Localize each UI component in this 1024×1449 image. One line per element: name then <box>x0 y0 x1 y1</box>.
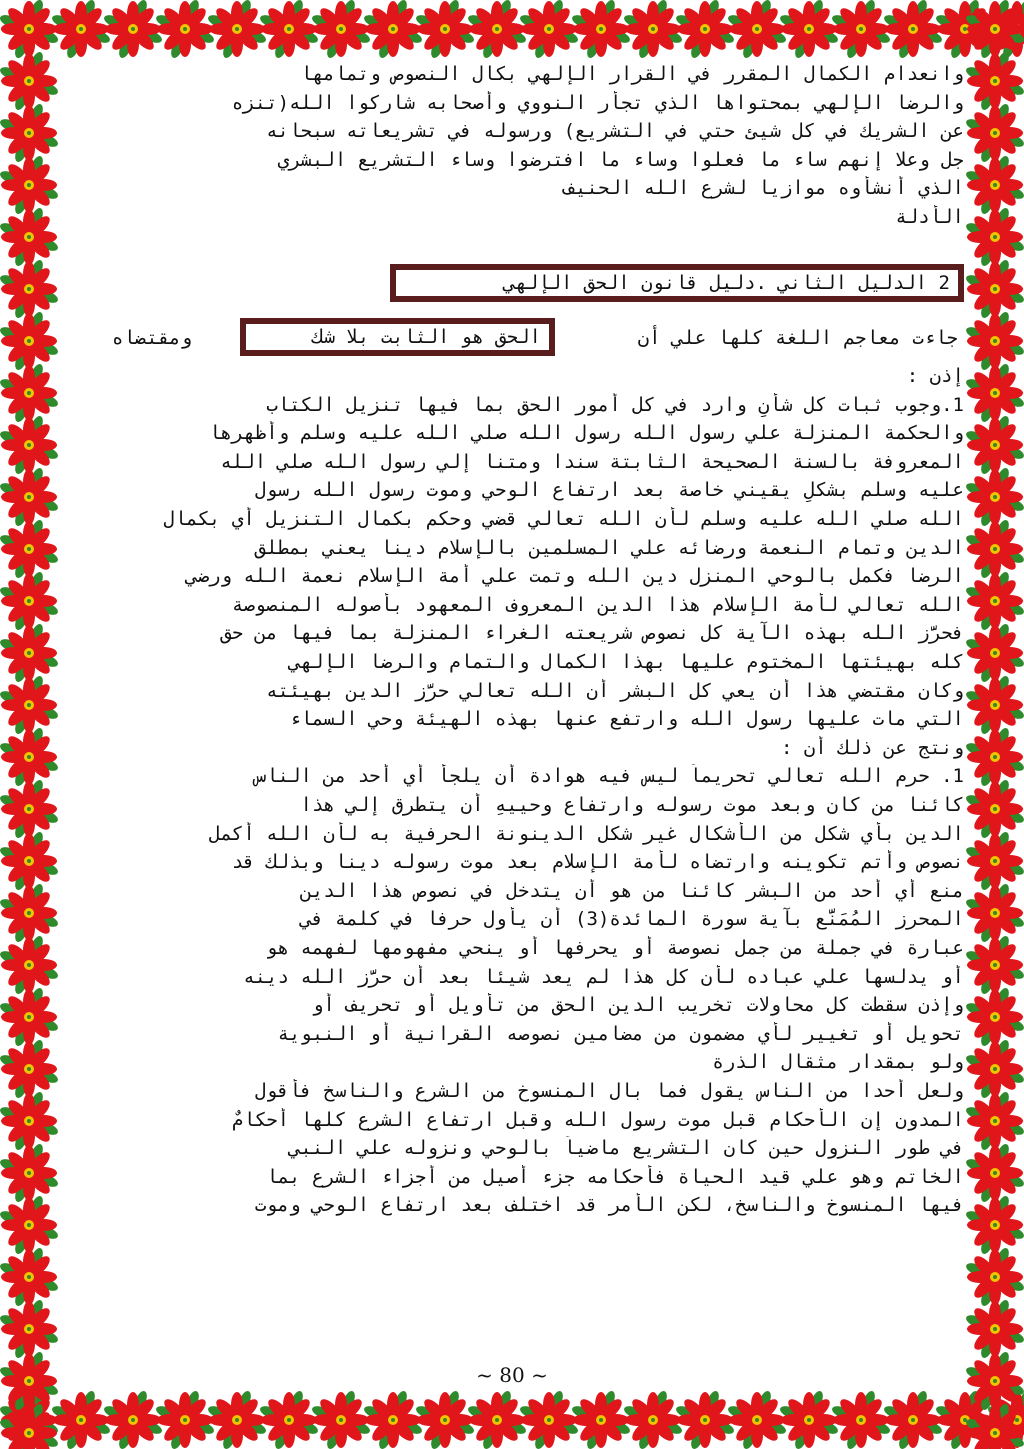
poinsettia-icon <box>0 1196 58 1254</box>
poinsettia-icon <box>208 1391 266 1449</box>
text-line: الله تعالي لأمة الإسلام هذا الدين المعروف المعهود بأصوله المنصوصة <box>231 593 964 616</box>
document-body <box>60 62 964 1387</box>
poinsettia-icon <box>364 1391 422 1449</box>
poinsettia-icon <box>966 520 1024 578</box>
text-line: ولعل أحدا من الناس يقول فما بال المنسوخ من الشرع والناسخ فأقول <box>254 1080 964 1102</box>
poinsettia-icon <box>966 260 1024 318</box>
poinsettia-icon <box>260 1391 318 1449</box>
poinsettia-icon <box>572 0 630 58</box>
poinsettia-icon <box>966 832 1024 890</box>
poinsettia-icon <box>364 0 422 58</box>
text-line: الخاتم وهو علي قيد الحياة فأحكامه جزء أصيل من أجزاء الشرع بما <box>266 1165 964 1188</box>
poinsettia-icon <box>0 52 58 110</box>
text-line: والرضا الإلهي بمحتواها الذي تجأر النووي وأصحابه شاركوا الله(تنزه <box>231 91 964 114</box>
poinsettia-icon <box>728 1391 786 1449</box>
text-line: أو يدلسها علي عباده لأن كل هذا لم يعد شيئا بعد أن حرَّز الله دينه <box>243 965 964 988</box>
section-heading: 2 الدليل الثاني .دليل قانون الحق الإلهي <box>503 272 950 294</box>
poinsettia-icon <box>728 0 786 58</box>
poinsettia-icon <box>0 1144 58 1202</box>
poinsettia-icon <box>0 208 58 266</box>
border-bottom <box>0 1391 1024 1449</box>
poinsettia-icon <box>966 624 1024 682</box>
text-line: وإذن سقطت كل محاولات تخريب الدين الحق من تأويل أو تحريف أو <box>311 994 964 1017</box>
poinsettia-icon <box>966 780 1024 838</box>
poinsettia-icon <box>966 364 1024 422</box>
poinsettia-icon <box>572 1391 630 1449</box>
poinsettia-icon <box>156 0 214 58</box>
poinsettia-icon <box>0 988 58 1046</box>
poinsettia-icon <box>780 1391 838 1449</box>
text-line: ونتج عن ذلك أن : <box>780 736 964 759</box>
poinsettia-icon <box>520 0 578 58</box>
text-line: والحكمة المنزلة علي رسول الله رسول الله صلي الله عليه وسلم وأظهرها <box>209 422 964 445</box>
poinsettia-icon <box>966 156 1024 214</box>
poinsettia-icon <box>966 884 1024 942</box>
poinsettia-icon <box>966 416 1024 474</box>
poinsettia-icon <box>0 728 58 786</box>
poinsettia-icon <box>0 1248 58 1306</box>
text-line: جل وعلا إنهم ساء ما فعلوا وساء ما افترضوا وساء التشريع البشري <box>277 148 964 171</box>
text-line: المحرز المُمَنَّع بآية سورة المائدة(3) أن يأول حرفا في كلمة في <box>300 908 964 931</box>
poinsettia-icon <box>0 468 58 526</box>
poinsettia-icon <box>966 468 1024 526</box>
text-line: وكان مقتضي هذا أن يعي كل البشر أن الله تعالي حرَّز الدين بهيئته <box>266 679 964 702</box>
poinsettia-icon <box>312 1391 370 1449</box>
poinsettia-icon <box>676 0 734 58</box>
poinsettia-icon <box>966 208 1024 266</box>
poinsettia-icon <box>624 1391 682 1449</box>
border-top <box>0 0 1024 58</box>
poinsettia-icon <box>966 1248 1024 1306</box>
poinsettia-icon <box>0 624 58 682</box>
poinsettia-icon <box>966 1404 1024 1449</box>
poinsettia-icon <box>312 0 370 58</box>
poinsettia-icon <box>520 1391 578 1449</box>
poinsettia-icon <box>832 0 890 58</box>
text-line: الذي أنشأوه موازيا لشرع الله الحنيف <box>563 177 964 200</box>
text-line: عن الشريك في كل شيئ حتي في التشريع) ورسوله في تشريعاته سبحانه <box>266 120 964 143</box>
poinsettia-icon <box>104 0 162 58</box>
text-line: الدين وتمام النعمة ورضائه علي المسلمين بالإسلام دينا يعني بمطلق <box>254 536 964 559</box>
poinsettia-icon <box>52 0 110 58</box>
text-line: 1. حرم الله تعالي تحريماً ليس فيه هوادة أن يلجأ أي أحد من الناس <box>254 765 964 788</box>
poinsettia-icon <box>966 1040 1024 1098</box>
poinsettia-icon <box>884 1391 942 1449</box>
text-line: المعروفة بالسنة الصحيحة الثابتة سندا ومتنا إلي رسول الله صلي الله <box>220 450 964 473</box>
poinsettia-icon <box>676 1391 734 1449</box>
text-line: الرضا فكمل بالوحي المنزل دين الله وتمت علي أمة الإسلام نعمة الله ورضي <box>186 565 964 588</box>
poinsettia-icon <box>966 1196 1024 1254</box>
text-line: فحرَّز الله بهذه الآية كل نصوص شريعته الغراء المنزلة بما فيها من حق <box>220 622 964 645</box>
poinsettia-icon <box>884 0 942 58</box>
poinsettia-icon <box>966 1144 1024 1202</box>
border-right <box>966 0 1024 1449</box>
poinsettia-icon <box>780 0 838 58</box>
poinsettia-icon <box>966 936 1024 994</box>
text-line: المدون إن الأحكام قبل موت رسول الله وقبل ارتفاع الشرع كلها أحكامٌ <box>231 1108 964 1131</box>
text-line: 1.وجوب ثبات كل شأنٍ وارد في كل أمور الحق بما فيها تنزيل الكتاب <box>266 393 964 416</box>
definition-boxed-text: الحق هو الثابت بلا شك <box>312 326 541 348</box>
poinsettia-icon <box>0 416 58 474</box>
poinsettia-icon <box>0 364 58 422</box>
poinsettia-icon <box>832 1391 890 1449</box>
text-line: الله صلي الله عليه وسلم لأن الله تعالي قضي وحكم بكمال التنزيل أي بكمال <box>163 508 964 530</box>
text-line: فيها المنسوخ والناسخ، لكن الأمر قد اختلف بعد ارتفاع الوحي وموت <box>254 1194 964 1217</box>
text-line: التي مات عليها رسول الله وارتفع عنها بهذه الهيئة وحي السماء <box>289 708 964 731</box>
poinsettia-icon <box>416 0 474 58</box>
poinsettia-icon <box>966 1092 1024 1150</box>
text-line: إذن : <box>906 365 964 387</box>
definition-after: ومقتضاه <box>112 327 193 349</box>
poinsettia-icon <box>0 312 58 370</box>
text-line: كله بهيئتها المختوم عليها بهذا الكمال والتمام والرضا الإلهي <box>289 651 964 673</box>
text-line: الأدلة <box>895 206 964 228</box>
poinsettia-icon <box>966 0 1024 58</box>
poinsettia-icon <box>0 936 58 994</box>
text-line: عبارة في جملة من جمل نصوصة أو يحرفها أو ينحي مفهومها لفهمه هو <box>266 937 964 959</box>
poinsettia-icon <box>0 1092 58 1150</box>
poinsettia-icon <box>0 156 58 214</box>
text-line: عليه وسلم بشكلٍ يقيني خاصة بعد ارتفاع الوحي وموت رسول الله رسول <box>254 479 964 502</box>
poinsettia-icon <box>156 1391 214 1449</box>
poinsettia-icon <box>0 0 58 58</box>
poinsettia-icon <box>966 728 1024 786</box>
poinsettia-icon <box>0 780 58 838</box>
poinsettia-icon <box>966 104 1024 162</box>
poinsettia-icon <box>0 676 58 734</box>
poinsettia-icon <box>0 832 58 890</box>
text-line: نصوص وأتم تكوينه وارتضاه لأمة الإسلام بعد موت رسوله دينا وبذلك قد <box>231 851 964 874</box>
text-line: كائنا من كان وبعد موت رسوله وارتفاع وحييهِ أن يتطرق إلي هذا <box>300 794 964 816</box>
poinsettia-icon <box>468 0 526 58</box>
poinsettia-icon <box>208 0 266 58</box>
poinsettia-icon <box>966 52 1024 110</box>
text-line: وانعدام الكمال المقرر في القرار الإلهي بكال النصوص وتمامها <box>300 63 964 85</box>
page-number: ~ 80 ~ <box>476 1363 548 1387</box>
text-line: تحويل أو تغيير لأي مضمون من مضامين نصوصه القرانية أو النبوية <box>277 1022 964 1045</box>
poinsettia-icon <box>966 676 1024 734</box>
poinsettia-icon <box>468 1391 526 1449</box>
poinsettia-icon <box>52 1391 110 1449</box>
poinsettia-icon <box>0 520 58 578</box>
text-line: في طور النزول حين كان التشريع ماضياً بالوحي ونزوله علي النبي <box>289 1137 964 1160</box>
text-line: الدين بأي شكل من الأشكال غير شكل الدينونة الحرفية به لأن الله أكمل <box>209 822 964 845</box>
text-line: ولو بمقدار مثقال الذرة <box>712 1051 964 1074</box>
poinsettia-icon <box>416 1391 474 1449</box>
poinsettia-icon <box>0 260 58 318</box>
border-left <box>0 0 58 1449</box>
poinsettia-icon <box>966 312 1024 370</box>
poinsettia-icon <box>260 0 318 58</box>
poinsettia-icon <box>0 572 58 630</box>
poinsettia-icon <box>0 884 58 942</box>
text-line: منع أي أحد من البشر كائنا من هو أن يتدخل في نصوص هذا الدين <box>300 879 964 902</box>
poinsettia-icon <box>0 104 58 162</box>
poinsettia-icon <box>0 1300 58 1358</box>
poinsettia-icon <box>0 1040 58 1098</box>
poinsettia-icon <box>966 988 1024 1046</box>
poinsettia-icon <box>0 1404 58 1449</box>
poinsettia-icon <box>624 0 682 58</box>
poinsettia-icon <box>104 1391 162 1449</box>
poinsettia-icon <box>966 572 1024 630</box>
poinsettia-icon <box>966 1300 1024 1358</box>
definition-before: جاءت معاجم اللغة كلها علي أن <box>637 327 958 349</box>
